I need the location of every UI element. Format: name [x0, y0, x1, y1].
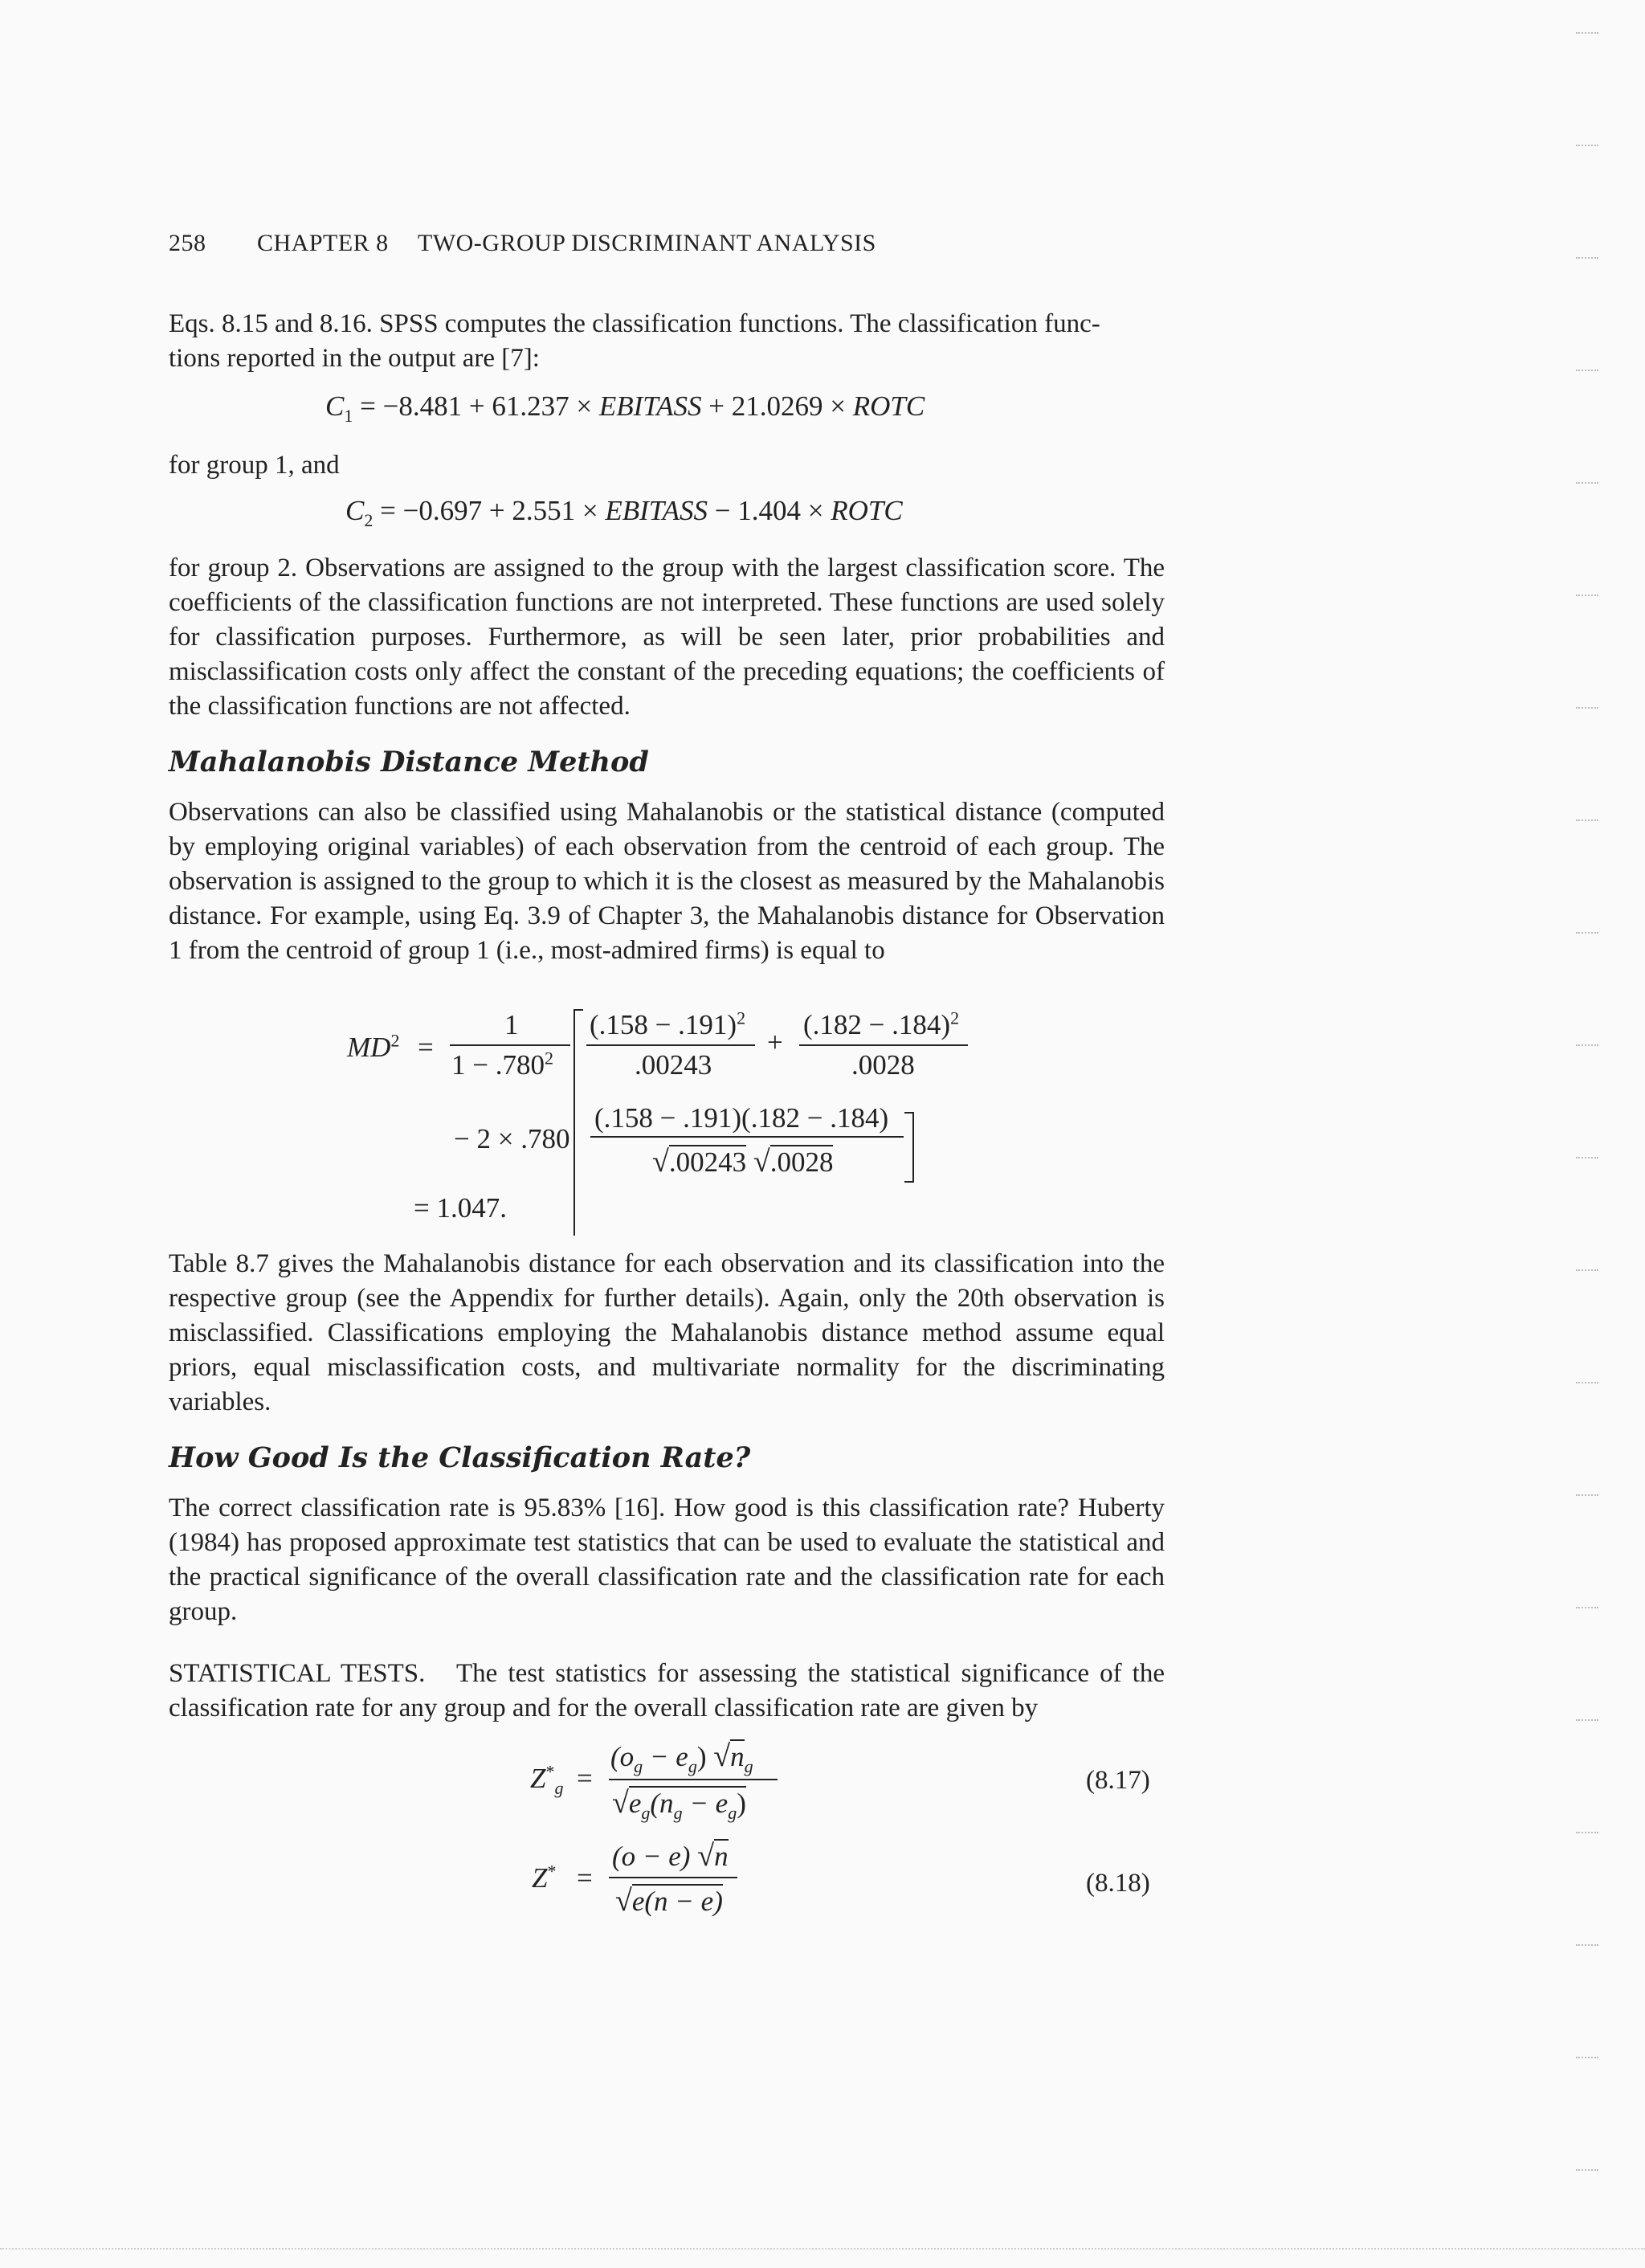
eq817-den-b: (n [650, 1788, 674, 1819]
eq818-den-text: e(n − e) [631, 1886, 723, 1917]
frac1-den-sup: 2 [545, 1048, 553, 1069]
paragraph-classification: for group 2. Observations are assigned to the group with the largest classification score. The coefficients of the classification functions are not interpreted. These functions are used solely for classification purposes. Furthermore, as will be seen later, prior probabilities and misclassification costs only affect the constant of the preceding equations; the coefficients of the classification functions are not affected. [169, 554, 1165, 721]
margin-mark [1576, 1607, 1598, 1608]
equation-c2 [345, 495, 903, 530]
margin-mark [1576, 595, 1598, 596]
eq818-lhs [532, 1862, 556, 1894]
margin-mark [1576, 1719, 1598, 1721]
sqrt-icon: √ [612, 1786, 629, 1820]
eq817-num-close: ) [696, 1741, 707, 1772]
right-bracket [904, 1112, 914, 1183]
eq817-den-a-sub: g [641, 1803, 651, 1823]
page-number: 258 [169, 230, 206, 256]
md2-line2-prefix: − 2 × .780 [454, 1123, 570, 1154]
md2-equals: = [418, 1032, 434, 1063]
margin-mark [1576, 1044, 1598, 1046]
margin-mark [1576, 370, 1598, 371]
margin-mark [1576, 932, 1598, 934]
eq817-lhs-sub: g [554, 1778, 564, 1798]
for-group-1: for group 1, and [169, 451, 340, 480]
eq817-num-root-sub: g [744, 1756, 753, 1776]
eq818-lhs-z: Z [532, 1862, 548, 1894]
eq817-lhs-sup: * [545, 1761, 555, 1782]
frac1-denominator [451, 1049, 553, 1081]
frac1-numerator: 1 [504, 1009, 519, 1040]
chapter-label: CHAPTER 8 [257, 230, 389, 256]
margin-mark [1576, 1382, 1598, 1383]
sqrt-icon: √ [753, 1145, 770, 1179]
eq818-lhs-sup: * [547, 1861, 557, 1882]
eq817-lhs [530, 1761, 564, 1798]
c1-lhs: C [325, 390, 345, 422]
eq817-den-a: e [628, 1788, 642, 1819]
scan-edge-line [0, 2248, 1645, 2250]
eq817-lhs-z: Z [530, 1763, 546, 1794]
c1-var2: ROTC [852, 390, 925, 422]
frac4-den-b: .0028 [769, 1146, 834, 1178]
eq817-bar [609, 1779, 778, 1780]
statistical-tests-body: The test statistics for assessing the statistical significance of the classification rate for any group and for the overall classification rate are given by [169, 1659, 1165, 1722]
margin-mark [1576, 1157, 1598, 1159]
eq818-numerator [612, 1838, 729, 1874]
eq817-numerator [610, 1739, 753, 1774]
eq818-number: (8.18) [1086, 1869, 1150, 1898]
c1-rhs: = −8.481 + 61.237 × [353, 390, 599, 422]
c2-rhs: = −0.697 + 2.551 × [373, 495, 606, 526]
margin-mark [1576, 1269, 1598, 1271]
frac2-numerator [590, 1009, 745, 1041]
heading-classification-rate: How Good Is the Classification Rate? [169, 1441, 751, 1474]
frac4-den-a: .00243 [668, 1146, 747, 1178]
md2-lhs-sup: 2 [390, 1030, 400, 1051]
eq817-den-c-sub: g [728, 1803, 737, 1823]
chapter-title: TWO-GROUP DISCRIMINANT ANALYSIS [418, 230, 876, 256]
c2-var2: ROTC [831, 495, 903, 526]
frac2-denominator: .00243 [635, 1049, 712, 1081]
left-bracket [574, 1009, 583, 1236]
heading-mahalanobis: Mahalanobis Distance Method [169, 746, 649, 778]
margin-mark [1576, 1832, 1598, 1833]
frac3-num-sup: 2 [950, 1007, 960, 1028]
frac4-bar [590, 1136, 904, 1138]
sqrt-icon: √ [697, 1839, 715, 1873]
margin-mark [1576, 1494, 1598, 1496]
paragraph-statistical-tests [169, 1657, 1165, 1726]
eq817-den-b-sub: g [673, 1803, 683, 1823]
margin-mark [1576, 819, 1598, 821]
c2-mid: − 1.404 × [708, 495, 831, 526]
frac3-numerator [803, 1009, 959, 1041]
eq818-denominator [615, 1883, 723, 1919]
eq817-den-close: ) [737, 1788, 746, 1819]
frac3-num-text: (.182 − .184) [803, 1009, 951, 1040]
md2-lhs [347, 1032, 399, 1064]
frac3-denominator: .0028 [851, 1049, 915, 1081]
margin-mark [1576, 2057, 1598, 2058]
md2-plus: + [767, 1027, 783, 1058]
margin-mark [1576, 707, 1598, 709]
md2-lhs-text: MD [347, 1032, 391, 1063]
sqrt-icon: √ [615, 1884, 632, 1918]
equation-c1 [325, 390, 925, 426]
c1-var1: EBITASS [598, 390, 702, 422]
paragraph-classification-rate: The correct classification rate is 95.83% [16]. How good is this classification rate? Huberty (1984) has proposed approximate test statistics that can be used to evaluate the statistical and the practical significance of the overall classification rate and the classification rate for each group. [169, 1494, 1165, 1626]
paragraph-mahalanobis: Observations can also be classified using Mahalanobis or the statistical distance (computed by employing original variables) of each observation from the centroid of each group. The observation is assigned to the group to which it is the closest as measured by the Mahalanobis distance. For example, using Eq. 3.9 of Chapter 3, the Mahalanobis distance for Observation 1 from the centroid of group 1 (i.e., most-admired firms) is equal to [169, 798, 1165, 965]
eq817-equals: = [577, 1763, 593, 1794]
eq818-num-root: n [714, 1841, 729, 1872]
margin-mark [1576, 1944, 1598, 1946]
margin-mark [1576, 2169, 1598, 2171]
eq818-num-text: (o − e) [612, 1841, 691, 1872]
frac1-den-text: 1 − .780 [451, 1049, 545, 1081]
eq817-den-c: − e [682, 1788, 729, 1819]
eq817-num-o: (o [610, 1741, 635, 1772]
margin-mark [1576, 32, 1598, 34]
intro-line-2: tions reported in the output are [7]: [169, 344, 540, 373]
frac4-denominator [652, 1144, 833, 1179]
eq817-denominator [612, 1785, 746, 1821]
eq818-bar [609, 1877, 737, 1878]
eq817-num-sub2: g [688, 1756, 697, 1776]
paragraph-table-8-7: Table 8.7 gives the Mahalanobis distance for each observation and its classification into the respective group (see the Appendix for further details). Again, only the 20th observation is misclassified. Classifications employing the Mahalanobis distance method assume equal priors, equal misclassification costs, and multivariate normality for the discriminating variables. [169, 1249, 1165, 1416]
intro-line-1: Eqs. 8.15 and 8.16. SPSS computes the classification functions. The classification func- [169, 309, 1100, 338]
c1-mid: + 21.0269 × [701, 390, 853, 422]
frac2-num-text: (.158 − .191) [590, 1009, 737, 1040]
margin-mark [1576, 257, 1598, 259]
sqrt-icon: √ [713, 1739, 731, 1773]
margin-mark [1576, 482, 1598, 484]
eq817-number: (8.17) [1086, 1766, 1150, 1795]
frac2-bar [586, 1044, 755, 1046]
md2-result: = 1.047. [414, 1192, 507, 1224]
frac4-numerator: (.158 − .191)(.182 − .184) [594, 1102, 889, 1134]
c1-lhs-sub: 1 [344, 406, 353, 426]
frac2-num-sup: 2 [737, 1007, 746, 1028]
margin-mark [1576, 145, 1598, 146]
frac1-bar [450, 1044, 570, 1046]
eq817-num-mid: − e [643, 1741, 688, 1772]
sqrt-icon: √ [652, 1145, 669, 1179]
statistical-tests-lead: STATISTICAL TESTS. [169, 1659, 426, 1688]
frac3-bar [799, 1044, 968, 1046]
eq818-equals: = [577, 1862, 593, 1894]
c2-var1: EBITASS [605, 495, 708, 526]
c2-lhs: C [345, 495, 365, 526]
eq817-num-root: n [730, 1741, 745, 1772]
c2-lhs-sub: 2 [364, 510, 373, 530]
eq817-num-sub1: g [634, 1756, 643, 1776]
